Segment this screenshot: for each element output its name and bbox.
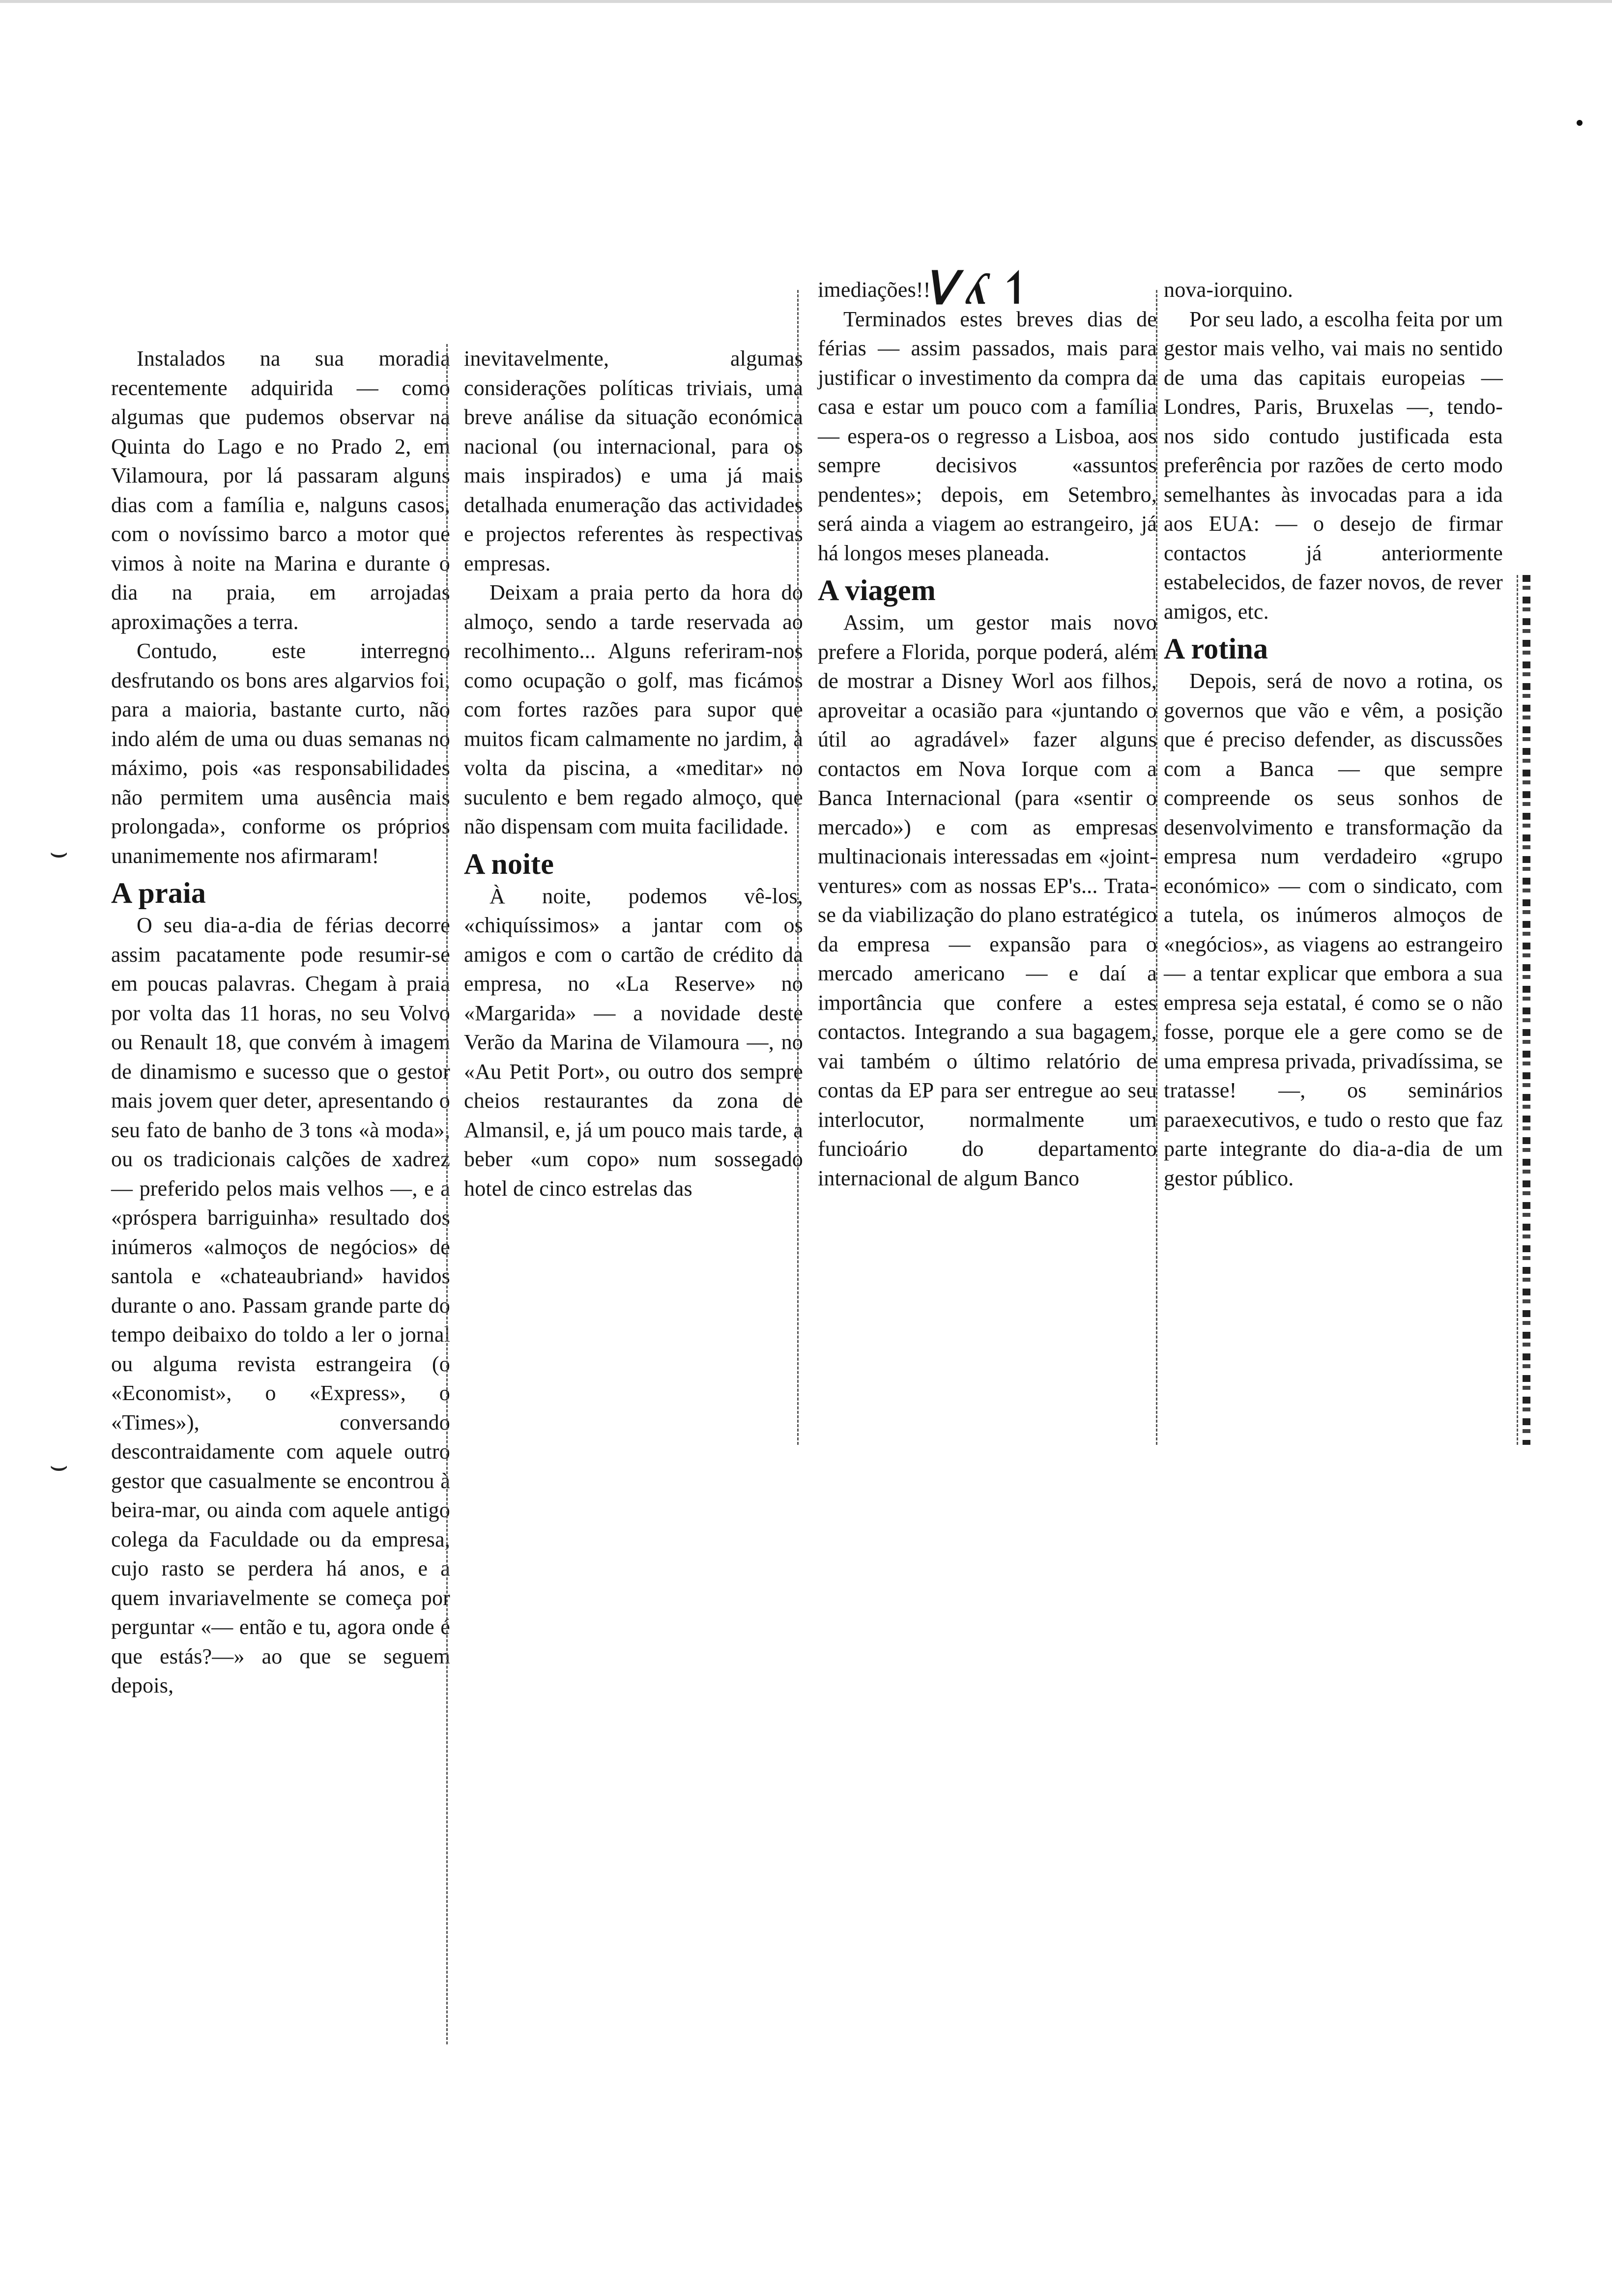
paragraph: Contudo, este interregno desfrutando os bons ares algarvios foi, para a maioria, bastante curto, não indo além de uma ou duas semanas no máximo, pois «as responsabilidades não permitem uma ausência mais prolongada», conforme os próprios unanimemente nos afirmaram! (111, 639, 450, 868)
paragraph: Por seu lado, a escolha feita por um gestor mais velho, vai mais no sentido de uma das capitais europeias — Londres, Paris, Bruxelas —, tendo-nos sido contudo justificada esta preferência por razões de certo modo semelhantes às invocadas para a ida aos EUA: — o desejo de firmar contactos já anteriormente estabelecidos, de fazer novos, de rever amigos, etc. (1164, 307, 1503, 624)
paragraph: O seu dia-a-dia de férias decorre assim pacatamente pode resumir-se em poucas palavras. Chegam à praia por volta das 11 horas, no seu Volvo ou Renault 18, que convém à imagem de dinamismo e sucesso que o gestor mais jovem quer deter, apresentando o seu fato de banho de 3 tons «à moda», ou os tradicionais calções de xadrez — preferido pelos mais velhos —, e a «próspera barriguinha» resultado dos inúmeros «almoços de negócios» de santola e «chateaubriand» havidos durante o ano. Passam grande parte do tempo deibaixo do toldo a ler o jornal ou alguma revista estrangeira (o «Economist», o «Express», o «Times»), conversando descontraidamente com aquele outro gestor que casualmente se encontrou à beira-mar, ou ainda com aquele antigo colega da Faculdade ou da empresa, cujo rasto se perdera há anos, e a quem invariavelmente se começa por perguntar «— então e tu, agora onde é que estás?—» ao que se seguem depois, (111, 913, 450, 1697)
paragraph: nova-iorquino. (1164, 278, 1294, 302)
column-divider (797, 290, 799, 1445)
margin-bracket-mark: ⌣ (49, 1449, 69, 1482)
article-column-4 (1164, 275, 1503, 1193)
scan-top-edge (0, 0, 1612, 3)
section-heading-praia: A praia (111, 877, 206, 909)
paragraph: imediações!! (818, 278, 931, 302)
paragraph: Deixam a praia perto da hora do almoço, sendo a tarde reservada ao recolhimento... Alguns referiram-nos como ocupação o golf, mas ficámos com fortes razões para supor que muitos ficam calmamente no jardim, à volta da piscina, a «meditar» no suculento e bem regado almoço, que não dispensam com muita facilidade. (464, 580, 803, 838)
section-heading-noite: A noite (464, 847, 554, 880)
column-divider (1517, 575, 1518, 1445)
scrawl-mark: ᐯ ʎ ↿ (924, 263, 1036, 314)
section-heading-rotina: A rotina (1164, 632, 1268, 665)
paragraph: Terminados estes breves dias de férias — assim passados, mais para justificar o investimento da compra da casa e estar um pouco com a família — espera-os o regresso a Lisboa, aos sempre decisivos «assuntos pendentes»; depois, em Setembro, será ainda a viagem ao estrangeiro, já há longos meses planeada. (818, 307, 1157, 565)
article-column-2 (464, 344, 803, 1203)
column-divider (446, 344, 448, 2044)
margin-bracket-mark: ⌣ (49, 836, 69, 868)
article-column-1 (111, 344, 450, 1700)
paragraph: Instalados na sua moradia recentemente adquirida — como algumas que pudemos observar na Quinta do Lago e no Prado 2, em Vilamoura, por lá passaram alguns dias com a família e, nalguns casos, com o novíssimo barco a motor que vimos à noite na Marina e durante o dia na praia, em arrojadas aproximações a terra. (111, 346, 450, 634)
paragraph: Assim, um gestor mais novo prefere a Florida, porque poderá, além de mostrar a Disney Worl aos filhos, aproveitar a ocasião para «juntando o útil ao agradável» fazer alguns contactos em Nova Iorque com a Banca Internacional (para «sentir o mercado») e com as empresas multinacionais interessadas em «joint-ventures» com as nossas EP's... Trata-se da viabilização do plano estratégico da empresa — expansão para o mercado americano — e daí a importância que confere a estes contactos. Integrando a sua bagagem, vai também o último relatório de contas da EP para ser entregue ao seu interlocutor, normalmente um funcioário do departamento internacional de algum Banco (818, 610, 1157, 1190)
paragraph: À noite, podemos vê-los, «chiquíssimos» a jantar com os amigos e com o cartão de crédito da empresa, no «La Reserve» no «Margarida» — a novidade deste Verão da Marina de Vilamoura —, no «Au Petit Port», ou outro dos sempre cheios restaurantes da zona de Almansil, e, já um pouco mais tarde, a beber «um copo» num sossegado hotel de cinco estrelas das (464, 884, 803, 1201)
article-column-3 (818, 275, 1157, 1193)
scan-binding-edge (1523, 575, 1530, 1445)
column-divider (1156, 290, 1157, 1445)
paragraph: Depois, será de novo a rotina, os governos que vão e vêm, a posição que é preciso defender, as discussões com a Banca — que sempre compreende os seus sonhos de desenvolvimento e transformação da empresa num verdadeiro «grupo económico» — com o sindicato, com a tutela, os inúmeros almoços de «negócios», as viagens ao estrangeiro — a tentar explicar que embora a sua empresa seja estatal, é como se o não fosse, porque ele a gere como se de uma empresa privada, privadíssima, se tratasse! —, os seminários paraexecutivos, e tudo o resto que faz parte integrante do dia-a-dia de um gestor público. (1164, 669, 1503, 1190)
section-heading-viagem: A viagem (818, 574, 936, 606)
paragraph: inevitavelmente, algumas considerações políticas triviais, uma breve análise da situação económica nacional (ou internacional, para os mais inspirados) e uma já mais detalhada enumeração das actividades e projectos referentes às respectivas empresas. (464, 346, 803, 575)
ink-speck (1577, 120, 1583, 126)
